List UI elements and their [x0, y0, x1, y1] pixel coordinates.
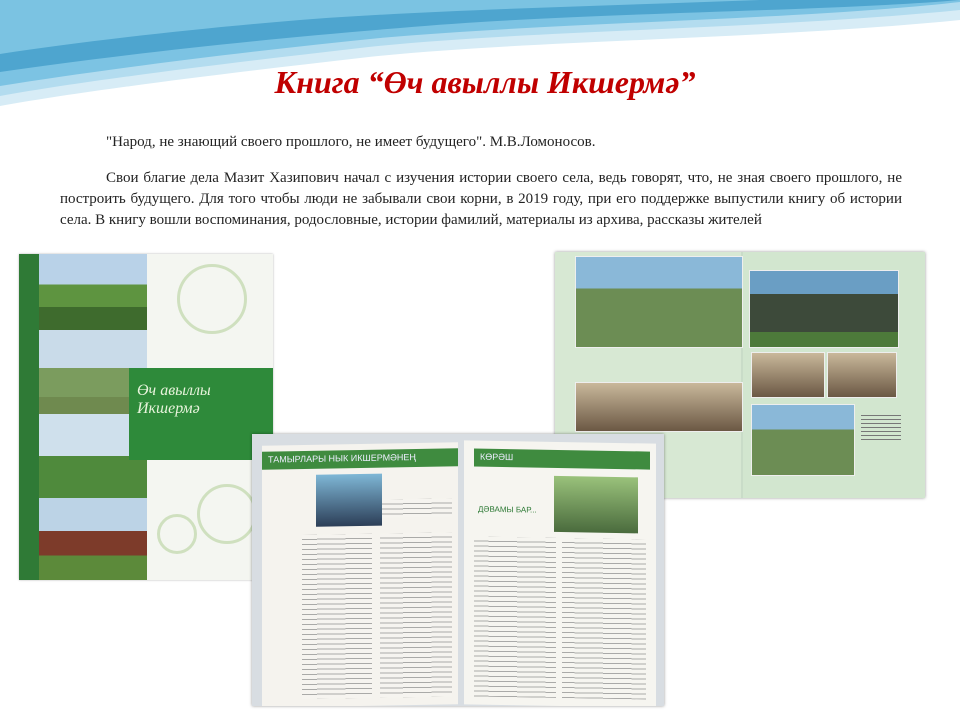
book-cover-photo [19, 254, 273, 580]
spread-photo-ceremony [575, 382, 743, 432]
author-portrait [316, 474, 382, 527]
cover-photo-pond [39, 254, 147, 330]
right-column-2 [562, 538, 646, 699]
spread-caption [861, 412, 901, 442]
article-left-page [262, 442, 458, 706]
body-paragraph: Свои благие дела Мазит Хазипович начал с изучения истории своего села, ведь говорят, что, не зная своего прошлого, не построить будущего. Для того чтобы люди не забывали свои корни, в 2019 году, при его поддержке выпустили книгу об истории села. В книгу вошли воспоминания, родословные, истории фамилий, материалы из архива, рассказы жителей [60, 170, 902, 228]
article-right-page [464, 440, 656, 706]
spread-photo-group [575, 256, 743, 348]
slide-title: Книга “Өч авыллы Икшермә” [274, 64, 696, 100]
wrestlers-photo [554, 476, 638, 533]
book-article-photo [252, 434, 664, 706]
left-banner-text: ТАМЫРЛАРЫ НЫК ИКШЕРМӘНЕҢ [268, 452, 416, 465]
quote-text: "Народ, не знающий своего прошлого, не имеет будущего". М.В.Ломоносов. [106, 134, 596, 150]
spread-photo-dinner [827, 352, 897, 398]
article-column-1 [302, 534, 372, 699]
top-wave-decoration [0, 0, 960, 120]
cover-spine [19, 254, 39, 580]
spread-photo-meeting [751, 352, 825, 398]
right-page-banner [474, 448, 650, 469]
left-page-banner [262, 448, 458, 469]
portrait-caption [382, 498, 452, 517]
article-column-2 [380, 532, 452, 697]
right-column-1 [474, 536, 556, 697]
right-page-heading: ДӘВАМЫ БАР... [478, 504, 537, 515]
cover-title-text: Өч авыллы Икшермә [137, 382, 211, 417]
spread-photo-crowd [749, 270, 899, 348]
spread-photo-outdoor [751, 404, 855, 476]
right-banner-text: КӨРӘШ [480, 451, 514, 463]
cover-photo-mosque [39, 498, 147, 580]
